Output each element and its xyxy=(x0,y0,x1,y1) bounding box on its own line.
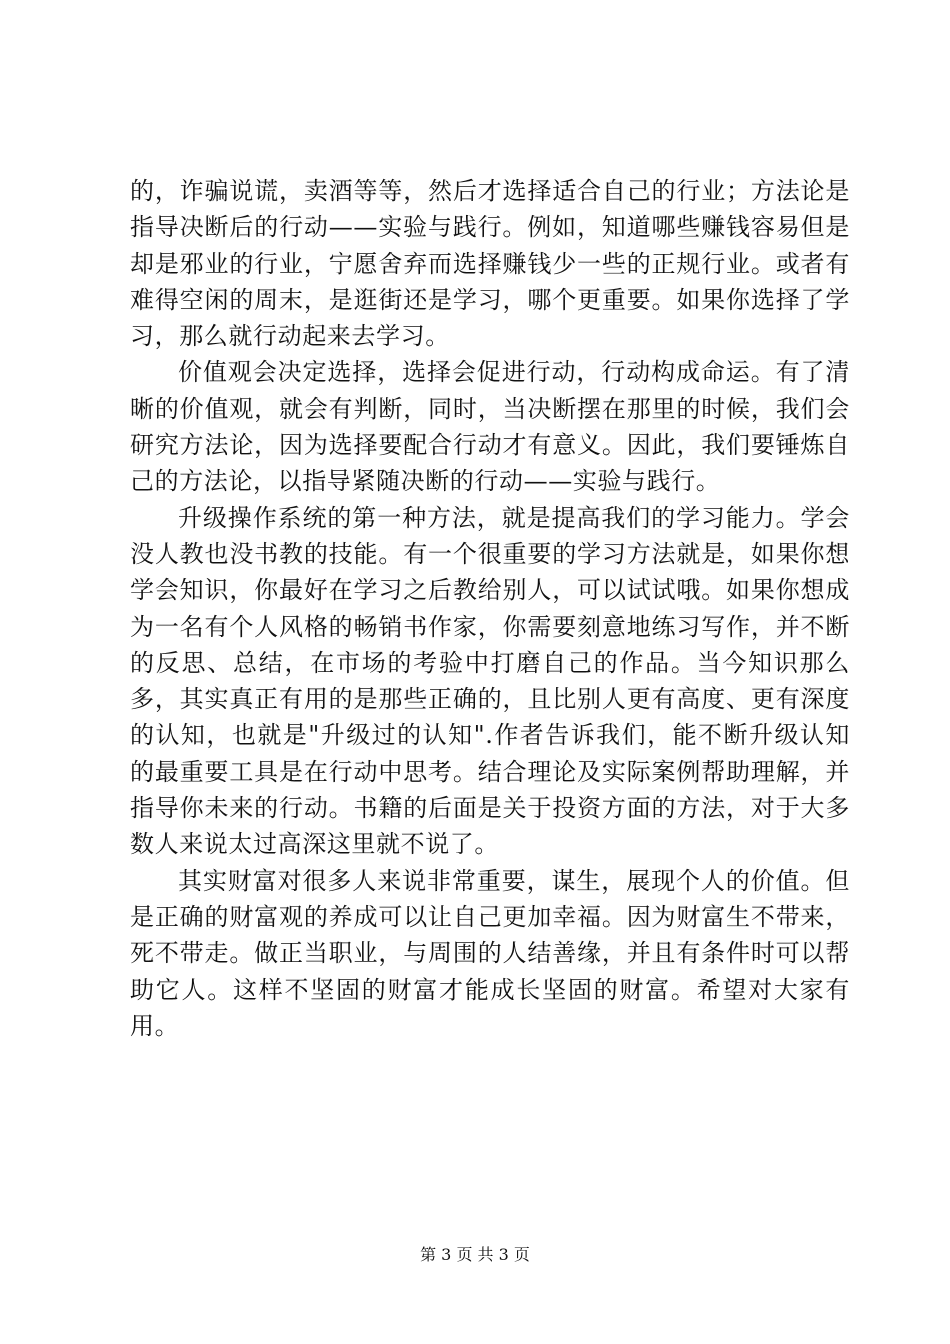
paragraph-1: 的，诈骗说谎，卖酒等等，然后才选择适合自己的行业；方法论是指导决断后的行动——实验与践行。例如，知道哪些赚钱容易但是却是邪业的行业，宁愿舍弃而选择赚钱少一些的正规行业。或者有难得空闲的周末，是逛街还是学习，哪个更重要。如果你选择了学习，那么就行动起来去学习。 xyxy=(130,177,850,351)
document-body xyxy=(130,173,850,1044)
page-number-footer: 第 3 页 共 3 页 xyxy=(420,1245,530,1264)
paragraph-4: 其实财富对很多人来说非常重要，谋生，展现个人的价值。但是正确的财富观的养成可以让自己更加幸福。因为财富生不带来，死不带走。做正当职业，与周围的人结善缘，并且有条件时可以帮助它人。这样不坚固的财富才能成长坚固的财富。希望对大家有用。 xyxy=(130,866,850,1040)
paragraph-3: 升级操作系统的第一种方法，就是提高我们的学习能力。学会没人教也没书教的技能。有一个很重要的学习方法就是，如果你想学会知识，你最好在学习之后教给别人，可以试试哦。如果你想成为一名有个人风格的畅销书作家，你需要刻意地练习写作，并不断的反思、总结，在市场的考验中打磨自己的作品。当今知识那么多，其实真正有用的是那些正确的，且比别人更有高度、更有深度的认知，也就是"升级过的认知".作者告诉我们，能不断升级认知的最重要工具是在行动中思考。结合理论及实际案例帮助理解，并指导你未来的行动。书籍的后面是关于投资方面的方法，对于大多数人来说太过高深这里就不说了。 xyxy=(130,503,850,859)
paragraph-2: 价值观会决定选择，选择会促进行动，行动构成命运。有了清晰的价值观，就会有判断，同时，当决断摆在那里的时候，我们会研究方法论，因为选择要配合行动才有意义。因此，我们要锤炼自己的方法论，以指导紧随决断的行动——实验与践行。 xyxy=(130,358,850,496)
